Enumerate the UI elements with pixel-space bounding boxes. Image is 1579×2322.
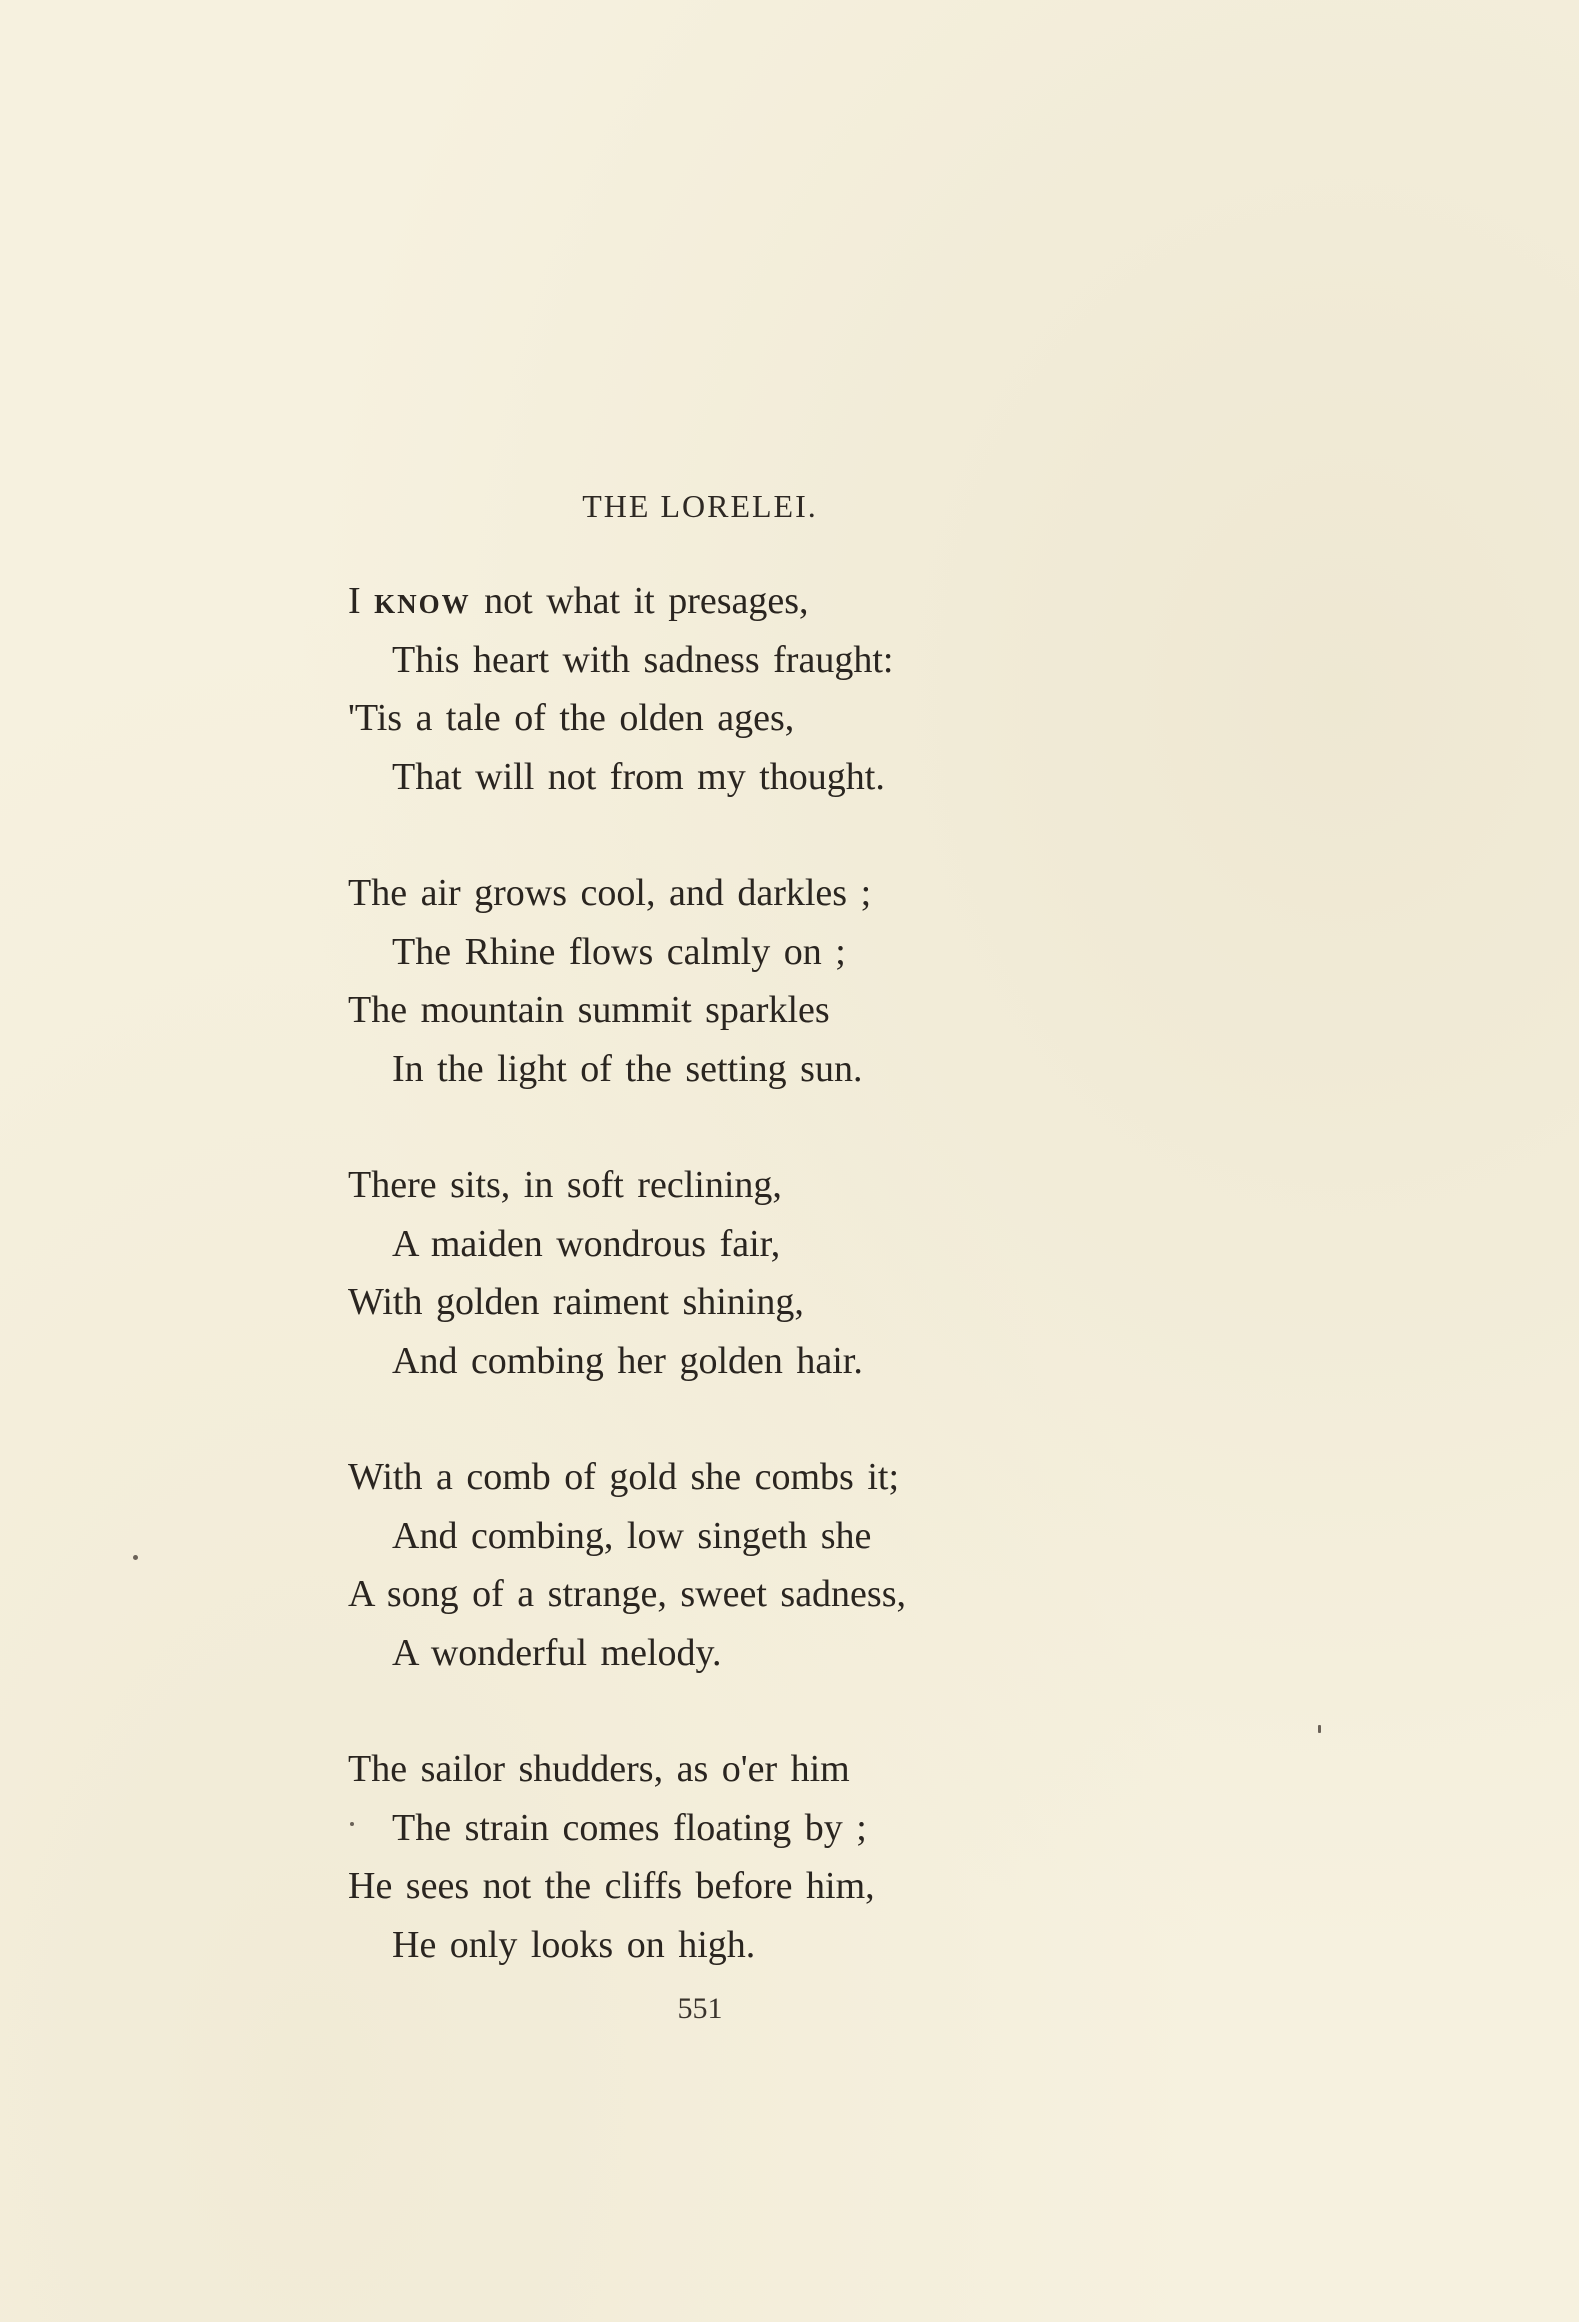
poem-line: The sailor shudders, as o'er him — [348, 1748, 850, 1790]
poem-line: 'Tis a tale of the olden ages, — [348, 697, 795, 739]
opening-initial: I — [348, 580, 361, 622]
poem-line: The Rhine flows calmly on ; — [392, 930, 846, 973]
stanza-5 — [348, 1740, 1348, 1974]
poem-line: A maiden wondrous fair, — [392, 1222, 781, 1265]
paper-speck — [133, 1555, 138, 1560]
poem-line: There sits, in soft reclining, — [348, 1164, 782, 1206]
poem-line: With golden raiment shining, — [348, 1281, 804, 1323]
poem-line — [348, 572, 1348, 631]
opening-small-caps: know — [374, 580, 471, 622]
poem-line: A wonderful melody. — [392, 1631, 722, 1674]
paper-speck — [350, 1822, 354, 1826]
poem-line: He sees not the cliffs before him, — [348, 1865, 875, 1907]
poem-line: The mountain summit sparkles — [348, 989, 830, 1031]
stanza-4 — [348, 1448, 1348, 1682]
poem-line: A song of a strange, sweet sadness, — [348, 1573, 907, 1615]
poem-line: In the light of the setting sun. — [392, 1047, 863, 1090]
poem-line: With a comb of gold she combs it; — [348, 1456, 900, 1498]
opening-line-rest: not what it presages, — [470, 580, 809, 622]
poem-line: And combing her golden hair. — [392, 1339, 863, 1382]
poem-line: And combing, low singeth she — [392, 1514, 872, 1557]
stanza-2 — [348, 864, 1348, 1098]
poem-line: This heart with sadness fraught: — [392, 638, 894, 681]
stanza-1 — [348, 572, 1348, 806]
poem-line: That will not from my thought. — [392, 755, 885, 798]
poem-line: The air grows cool, and darkles ; — [348, 872, 872, 914]
page-number: 551 — [677, 1992, 723, 2025]
paper-speck — [1318, 1725, 1321, 1733]
poem-line: He only looks on high. — [392, 1923, 756, 1966]
poem-line: The strain comes floating by ; — [392, 1806, 867, 1849]
stanza-3 — [348, 1156, 1348, 1390]
poem-body — [348, 572, 1348, 2032]
poem-title: THE LORELEI. — [582, 488, 818, 524]
